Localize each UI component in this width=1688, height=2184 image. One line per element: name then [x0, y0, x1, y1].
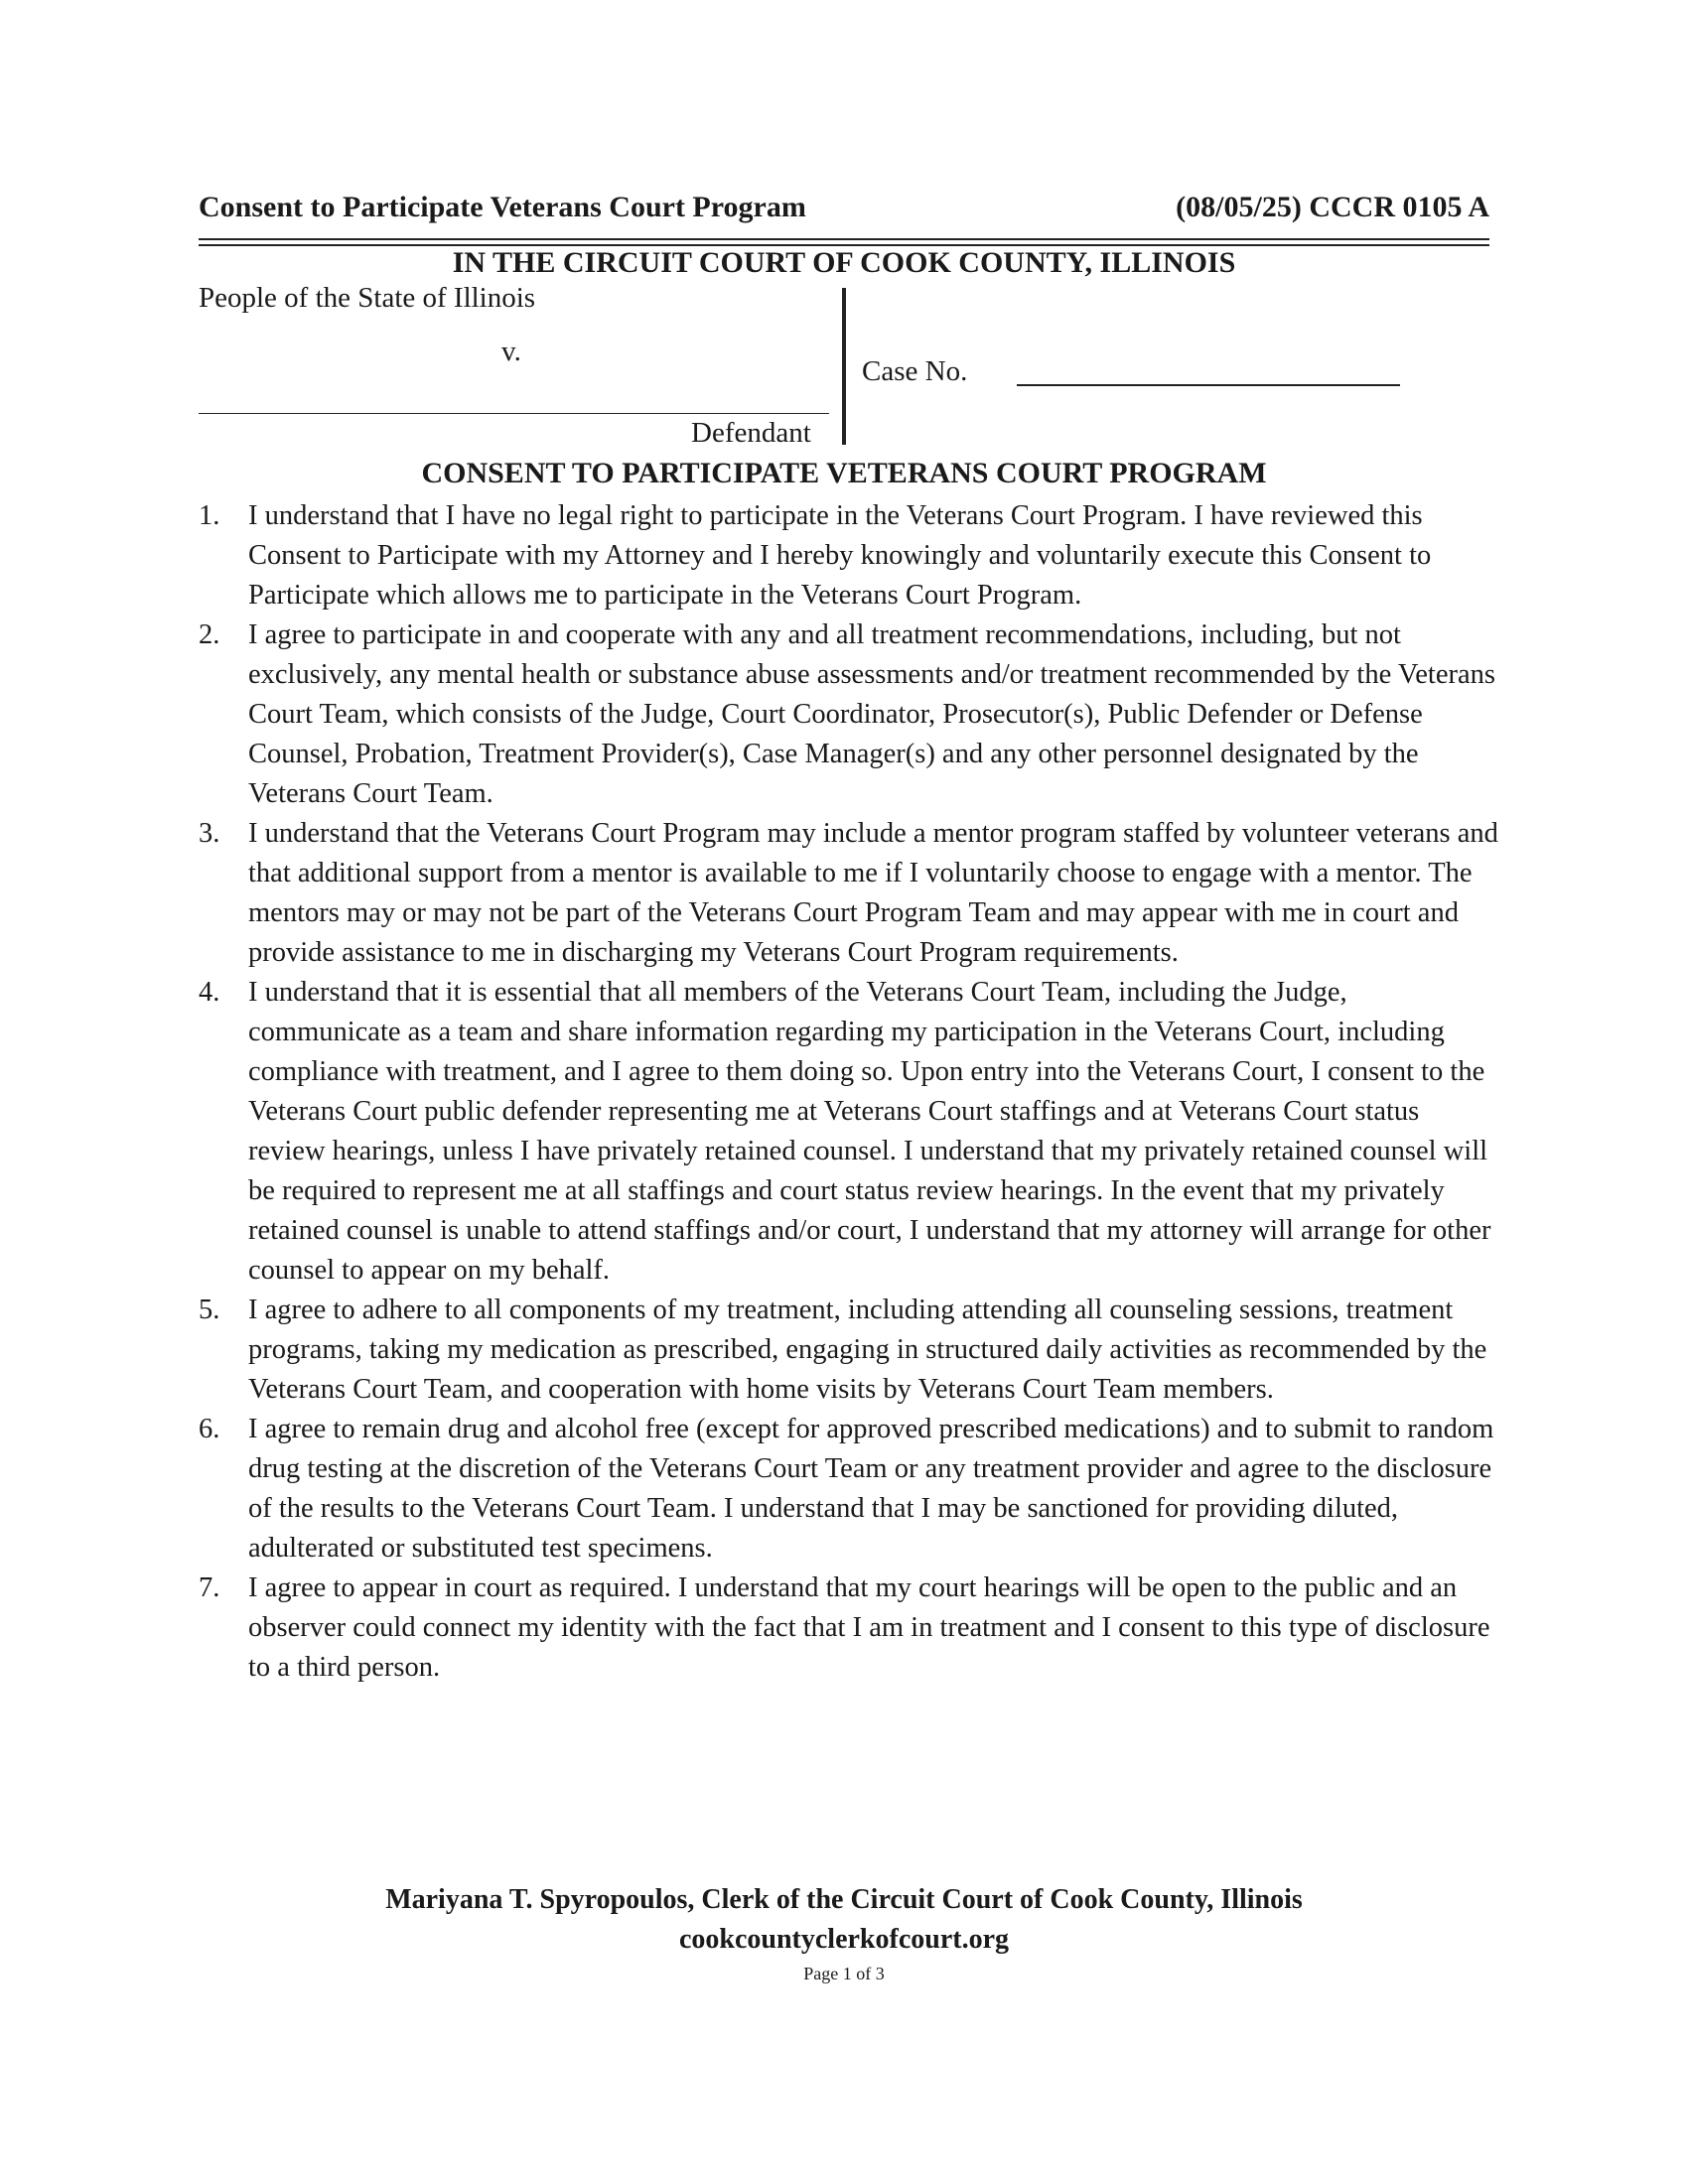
court-name: IN THE CIRCUIT COURT OF COOK COUNTY, ILLINOIS — [452, 246, 1236, 279]
header-rule-top — [199, 238, 1489, 240]
defendant-label: Defendant — [691, 417, 811, 449]
clerk-name: Mariyana T. Spyropoulos, Clerk of the Circuit Court of Cook County, Illinois — [385, 1884, 1303, 1915]
page-number: Page 1 of 3 — [803, 1964, 885, 1983]
consent-item-4 — [199, 973, 1499, 1291]
clerk-website-link[interactable]: cookcountyclerkofcourt.org — [678, 1924, 1010, 1955]
item-text: I understand that it is essential that all members of the Veterans Court Team, including the Judge, communicate as a team and share information regarding my participation in the Veterans Court, including compliance with treatment, and I agree to them doing so. Upon entry into the Veterans Court, I consent to the Veterans Court public defender representing me at Veterans Court staffings and at Veterans Court status review hearings, unless I have privately retained counsel. I understand that my privately retained counsel will be required to represent me at all staffings and court status review hearings. In the event that my privately retained counsel is unable to attend staffings and/or court, I understand that my attorney will arrange for other counsel to appear on my behalf. — [248, 977, 1491, 1286]
item-text: I understand that I have no legal right to participate in the Veterans Court Program. I have reviewed this Consent to Participate with my Attorney and I hereby knowingly and voluntarily execute this Consent to Participate which allows me to participate in the Veterans Court Program. — [248, 500, 1432, 611]
versus-label: v. — [501, 336, 521, 367]
item-text: I agree to participate in and cooperate with any and all treatment recommendations, including, but not exclusively, any mental health or substance abuse assessments and/or treatment recommended by the Veterans Court Team, which consists of the Judge, Court Coordinator, Prosecutor(s), Public Defender or Defense Counsel, Probation, Treatment Provider(s), Case Manager(s) and any other personnel designated by the Veterans Court Team. — [248, 619, 1495, 809]
consent-item-5 — [199, 1291, 1499, 1410]
item-text: I agree to adhere to all components of my treatment, including attending all counseling sessions, treatment programs, taking my medication as prescribed, engaging in structured daily activities as recommended by the Veterans Court Team, and cooperation with home visits by Veterans Court Team members. — [248, 1295, 1487, 1405]
item-number: 4. — [199, 977, 220, 1008]
item-number: 7. — [199, 1572, 220, 1603]
form-title: CONSENT TO PARTICIPATE VETERANS COURT PROGRAM — [421, 457, 1267, 489]
consent-item-2 — [199, 615, 1499, 814]
item-number: 3. — [199, 818, 220, 849]
item-number: 5. — [199, 1295, 220, 1325]
defendant-name-line[interactable] — [199, 413, 829, 414]
item-number: 1. — [199, 500, 220, 531]
item-text: I agree to appear in court as required. I understand that my court hearings will be open to the public and an observer could connect my identity with the fact that I am in treatment and I consent to this type of disclosure to a third person. — [248, 1572, 1490, 1683]
item-number: 2. — [199, 619, 220, 650]
caption-divider — [842, 288, 846, 445]
item-text: I understand that the Veterans Court Program may include a mentor program staffed by volunteer veterans and that additional support from a mentor is available to me if I voluntarily choose to engage with a mentor. The mentors may or may not be part of the Veterans Court Program Team and may appear with me in court and provide assistance to me in discharging my Veterans Court Program requirements. — [248, 818, 1498, 968]
consent-items-list — [199, 496, 1499, 1688]
form-code: (08/05/25) CCCR 0105 A — [1176, 191, 1489, 223]
case-number-label: Case No. — [862, 355, 968, 387]
plaintiff-name: People of the State of Illinois — [199, 282, 536, 314]
consent-item-6 — [199, 1410, 1499, 1569]
item-number: 6. — [199, 1414, 220, 1444]
case-number-field[interactable] — [1017, 384, 1400, 386]
item-text: I agree to remain drug and alcohol free (except for approved prescribed medications) and to submit to random drug testing at the discretion of the Veterans Court Team or any treatment provider and agree to the disclosure of the results to the Veterans Court Team. I understand that I may be sanctioned for providing diluted, adulterated or substituted test specimens. — [248, 1414, 1494, 1564]
consent-item-1 — [199, 496, 1499, 615]
consent-item-3 — [199, 814, 1499, 973]
consent-item-7 — [199, 1569, 1499, 1688]
form-header-title: Consent to Participate Veterans Court Program — [199, 191, 806, 223]
